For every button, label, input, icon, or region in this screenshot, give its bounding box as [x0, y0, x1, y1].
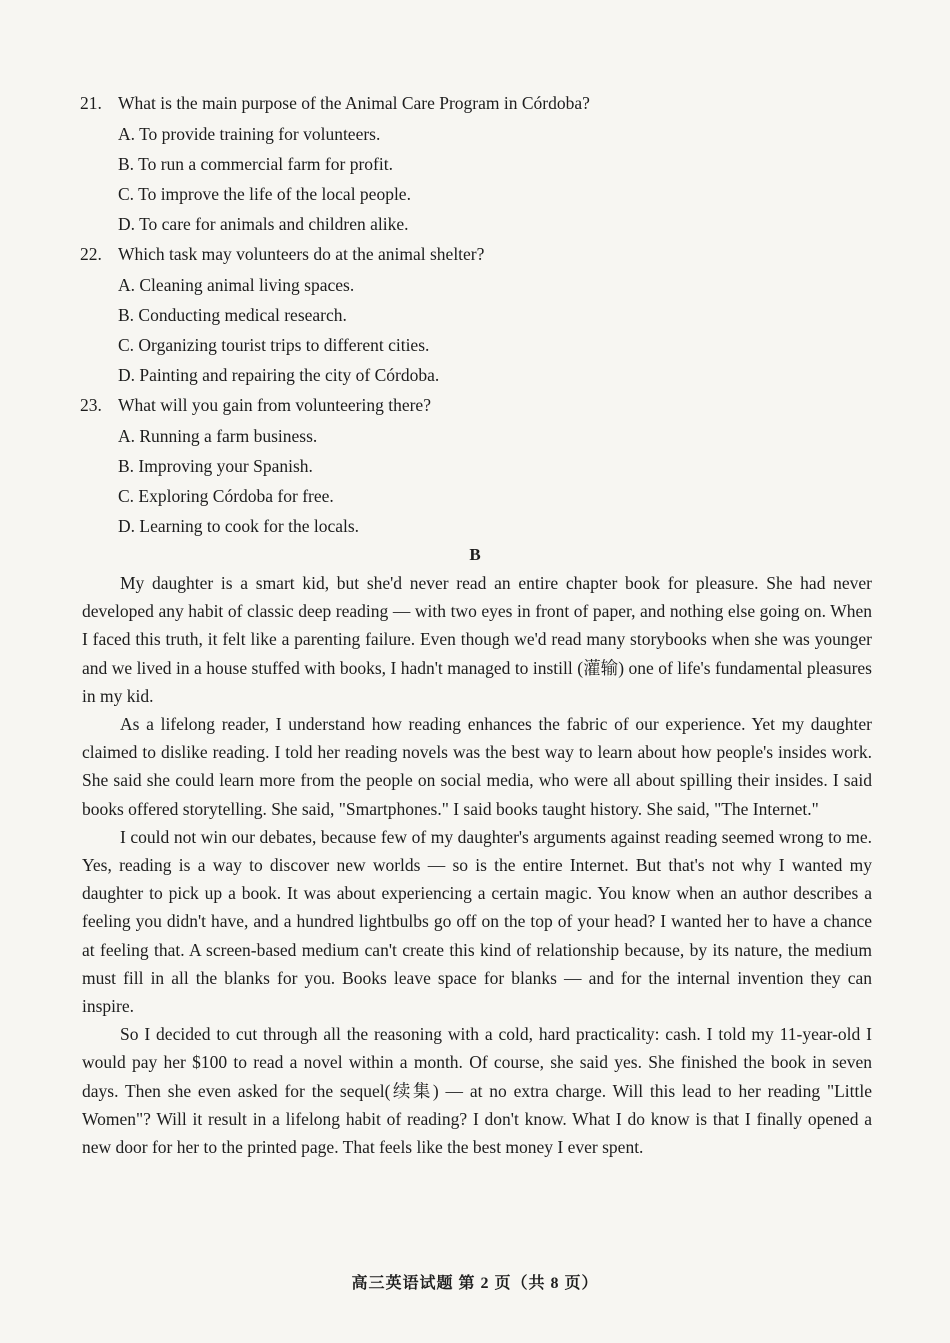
option-d: D. Painting and repairing the city of Córdoba. — [118, 365, 440, 385]
question-number: 23. — [80, 395, 102, 415]
page-footer: 高三英语试题 第 2 页（共 8 页） — [351, 1275, 599, 1292]
option-a: A. Cleaning animal living spaces. — [118, 275, 355, 295]
question-stem — [80, 239, 880, 270]
option-b: B. Conducting medical research. — [118, 305, 347, 325]
option-b: B. Improving your Spanish. — [118, 456, 313, 476]
question-number: 21. — [80, 93, 102, 113]
option-c: C. Organizing tourist trips to different cities. — [118, 335, 430, 355]
option-d: D. To care for animals and children alike. — [118, 214, 409, 234]
question-text: What is the main purpose of the Animal Care Program in Córdoba? — [118, 93, 590, 113]
passage-paragraph: I could not win our debates, because few of my daughter's arguments against reading seemed wrong to me. Yes, reading is a way to discover new worlds — so is the entire Internet. But that's not why I wanted my daughter to pick up a book. It was about experiencing a certain magic. You know when an author describes a feeling you didn't have, and a hundred lightbulbs go off on the top of your head? I wanted her to have a chance at feeling that. A screen-based medium can't create this kind of relationship because, by its nature, the medium must fill in all the blanks for you. Books leave space for blanks — and for the internal invention they can inspire. — [82, 826, 872, 1017]
section-heading: B — [469, 545, 481, 564]
question-23 — [80, 390, 880, 541]
question-list — [80, 88, 880, 541]
option-c: C. Exploring Córdoba for free. — [118, 486, 334, 506]
option-a: A. To provide training for volunteers. — [118, 124, 381, 144]
question-text: What will you gain from volunteering there? — [118, 395, 431, 415]
passage-paragraph: So I decided to cut through all the reasoning with a cold, hard practicality: cash. I told my 11-year-old I would pay her $100 to read a novel within a month. Of course, she said yes. She finished the book in seven days. Then she even asked for the sequel(续集) — at no extra charge. Will this lead to her reading "Little Women"? Will it result in a lifelong habit of reading? I don't know. What I do know is that I finally opened a new door for her to the printed page. That feels like the best money I ever spent. — [82, 1024, 872, 1158]
option-d: D. Learning to cook for the locals. — [118, 516, 360, 536]
option-c: C. To improve the life of the local people. — [118, 184, 411, 204]
passage-paragraph: As a lifelong reader, I understand how reading enhances the fabric of our experience. Yet my daughter claimed to dislike reading. I told her reading novels was the best way to learn about how people's insides work. She said she could learn more from the people on social media, who were all about spilling their insides. I said books offered storytelling. She said, "Smartphones." I said books taught history. She said, "The Internet." — [82, 714, 872, 819]
option-b: B. To run a commercial farm for profit. — [118, 154, 393, 174]
question-text: Which task may volunteers do at the animal shelter? — [118, 244, 485, 264]
reading-passage — [82, 569, 872, 1161]
question-22 — [80, 239, 880, 390]
passage-paragraph: My daughter is a smart kid, but she'd never read an entire chapter book for pleasure. She had never developed any habit of classic deep reading — with two eyes in front of paper, and nothing else going on. When I faced this truth, it felt like a parenting failure. Even though we'd read many storybooks when she was younger and we lived in a house stuffed with books, I hadn't managed to instill (灌输) one of life's fundamental pleasures in my kid. — [82, 573, 872, 706]
question-stem — [80, 88, 880, 119]
question-stem — [80, 390, 880, 421]
question-21 — [80, 88, 880, 239]
option-a: A. Running a farm business. — [118, 426, 318, 446]
question-number: 22. — [80, 244, 102, 264]
